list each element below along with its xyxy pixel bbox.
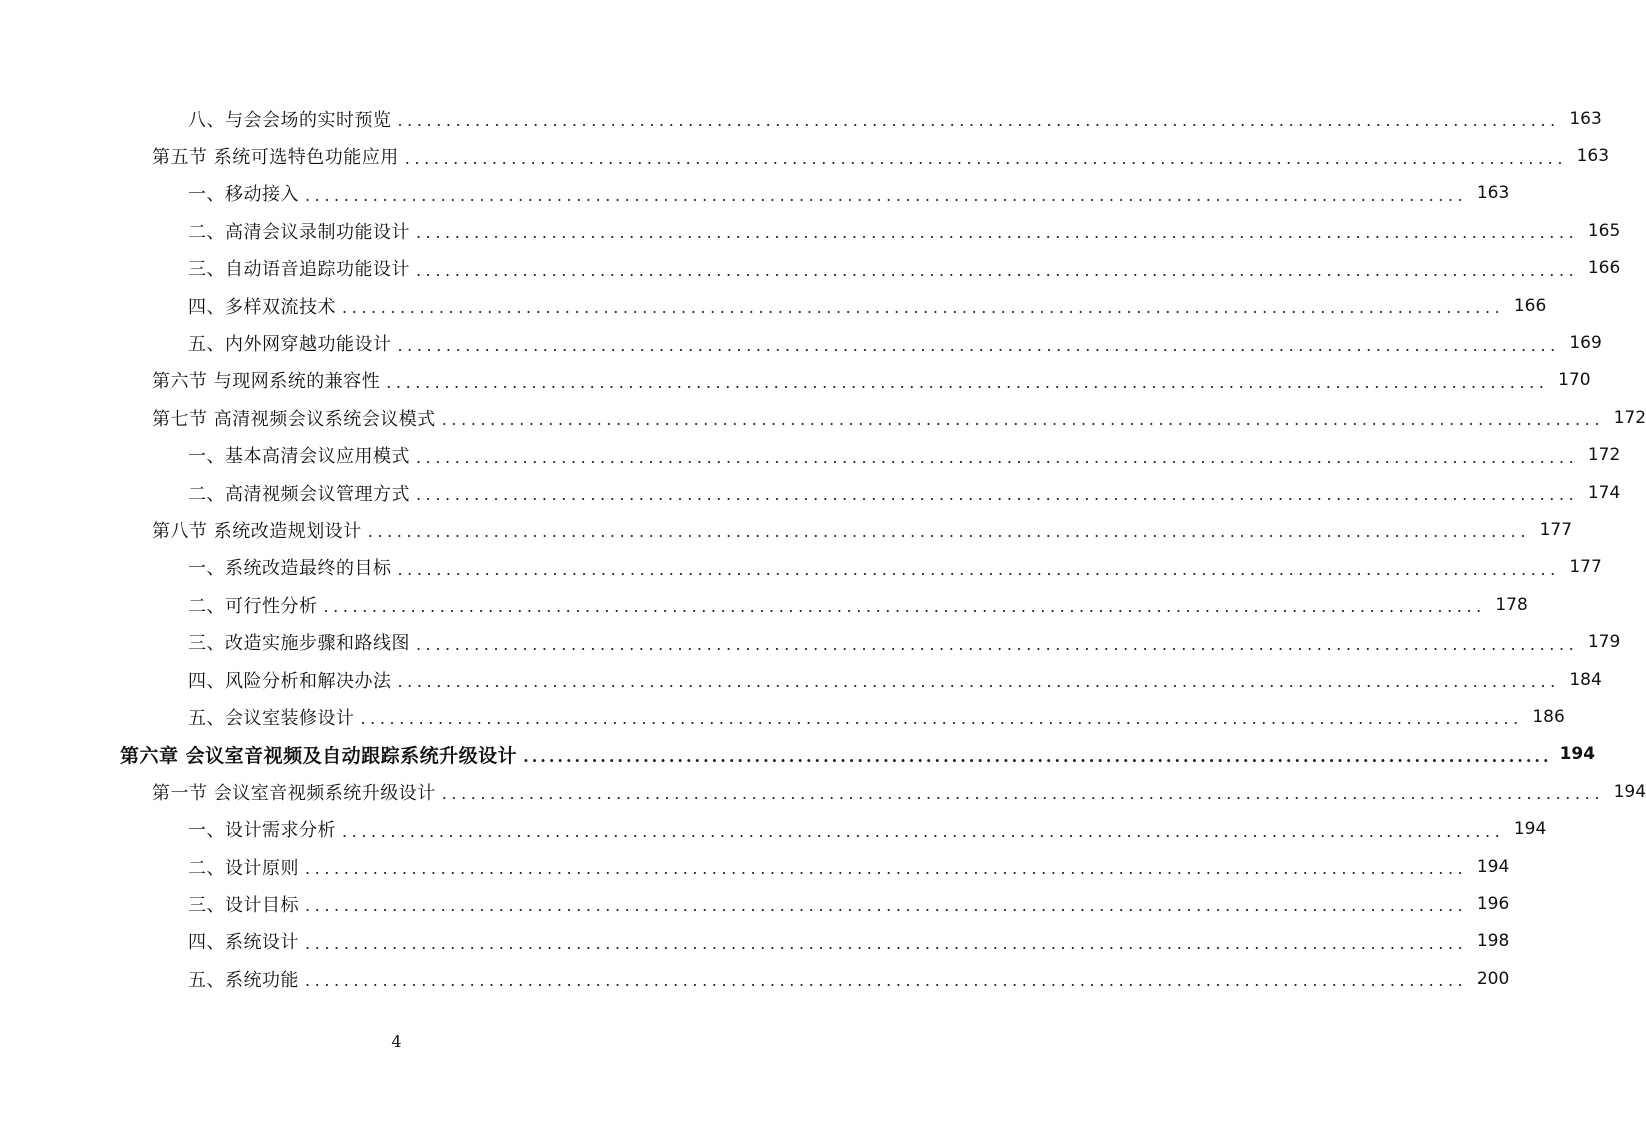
toc-entry-page: 163 xyxy=(1576,146,1610,167)
toc-entry[interactable] xyxy=(0,437,1621,474)
toc-entry[interactable] xyxy=(0,175,1510,212)
toc-entry-title: 三、自动语音追踪功能设计 xyxy=(188,259,410,281)
toc-entry[interactable] xyxy=(0,100,1602,137)
toc-entry-title: 第六节 与现网系统的兼容性 xyxy=(152,371,381,393)
dot-leader: ........................................................................................................................ xyxy=(323,597,1486,617)
toc-entry[interactable] xyxy=(0,212,1621,249)
dot-leader: ........................................................................................................................ xyxy=(397,672,1560,692)
toc-entry[interactable] xyxy=(0,885,1510,922)
toc-entry-page: 166 xyxy=(1587,258,1621,279)
dot-leader: ........................................................................................................................ xyxy=(523,746,1552,766)
dot-leader: ........................................................................................................................ xyxy=(367,522,1531,542)
dot-leader: ........................................................................................................................ xyxy=(416,485,1579,505)
toc-entry[interactable] xyxy=(0,474,1621,511)
toc-chapter-entry[interactable] xyxy=(0,736,1596,773)
dot-leader: ........................................................................................................................ xyxy=(416,260,1579,280)
toc-entry-page: 165 xyxy=(1587,220,1621,241)
toc-entry-title: 一、移动接入 xyxy=(188,184,299,206)
toc-entry[interactable] xyxy=(0,923,1510,960)
toc-entry[interactable] xyxy=(0,848,1510,885)
toc-entry-title: 一、系统改造最终的目标 xyxy=(188,558,392,580)
toc-entry-page: 172 xyxy=(1613,407,1646,428)
toc-entry[interactable] xyxy=(0,399,1646,436)
toc-entry[interactable] xyxy=(0,362,1591,399)
toc-entry-title: 四、风险分析和解决办法 xyxy=(188,670,392,692)
toc-entry[interactable] xyxy=(0,511,1573,548)
toc-entry-title: 四、系统设计 xyxy=(188,932,299,954)
toc-entry-title: 第五节 系统可选特色功能应用 xyxy=(152,147,399,169)
toc-entry-title: 二、设计原则 xyxy=(188,857,299,879)
toc-entry-page: 169 xyxy=(1569,333,1602,354)
toc-entry-page: 198 xyxy=(1476,931,1510,952)
toc-entry-page: 177 xyxy=(1539,519,1573,540)
dot-leader: ........................................................................................................................ xyxy=(305,971,1468,991)
dot-leader: ........................................................................................................................ xyxy=(416,223,1579,243)
toc-entry[interactable] xyxy=(0,960,1510,997)
toc-entry-title: 一、基本高清会议应用模式 xyxy=(188,446,410,468)
dot-leader: ........................................................................................................................ xyxy=(397,559,1560,579)
toc-entry-title: 第一节 会议室音视频系统升级设计 xyxy=(152,782,436,804)
toc-entry-title: 八、与会会场的实时预览 xyxy=(188,109,392,131)
dot-leader: ........................................................................................................................ xyxy=(397,111,1560,131)
toc-entry-page: 166 xyxy=(1513,295,1547,316)
toc-entry[interactable] xyxy=(0,250,1621,287)
toc-entry-page: 163 xyxy=(1569,108,1602,129)
toc-entry-page: 170 xyxy=(1558,370,1591,391)
toc-entry[interactable] xyxy=(0,549,1602,586)
dot-leader: ........................................................................................................................ xyxy=(305,185,1468,205)
toc-entry-page: 179 xyxy=(1587,632,1621,653)
toc-entry[interactable] xyxy=(0,698,1565,735)
toc-entry[interactable] xyxy=(0,586,1528,623)
toc-entry[interactable] xyxy=(0,287,1547,324)
dot-leader: ........................................................................................................................ xyxy=(386,372,1549,392)
toc-entry-title: 第七节 高清视频会议系统会议模式 xyxy=(152,408,436,430)
toc-entry-title: 第八节 系统改造规划设计 xyxy=(152,520,362,542)
toc-entry-title: 二、高清视频会议管理方式 xyxy=(188,483,410,505)
dot-leader: ........................................................................................................................ xyxy=(305,933,1468,953)
table-of-contents xyxy=(0,100,1646,997)
toc-entry[interactable] xyxy=(0,137,1610,174)
toc-entry-page: 172 xyxy=(1587,445,1621,466)
toc-entry-title: 五、系统功能 xyxy=(188,969,299,991)
toc-entry-page: 186 xyxy=(1532,706,1565,727)
dot-leader: ........................................................................................................................ xyxy=(397,335,1560,355)
toc-entry[interactable] xyxy=(0,810,1547,847)
toc-entry[interactable] xyxy=(0,623,1621,660)
page-number: 4 xyxy=(391,1032,402,1051)
toc-entry-page: 196 xyxy=(1476,893,1510,914)
toc-entry-title: 二、可行性分析 xyxy=(188,595,318,617)
dot-leader: ........................................................................................................................ xyxy=(342,298,1505,318)
dot-leader: ........................................................................................................................ xyxy=(360,709,1523,729)
toc-entry[interactable] xyxy=(0,661,1602,698)
toc-entry-page: 194 xyxy=(1613,781,1646,802)
dot-leader: ........................................................................................................................ xyxy=(342,821,1505,841)
toc-entry-page: 163 xyxy=(1476,183,1510,204)
toc-entry-page: 194 xyxy=(1513,819,1547,840)
toc-entry-page: 184 xyxy=(1569,669,1602,690)
toc-entry-title: 一、设计需求分析 xyxy=(188,820,336,842)
toc-entry-title: 四、多样双流技术 xyxy=(188,296,336,318)
toc-entry-page: 200 xyxy=(1476,968,1510,989)
toc-entry-title: 三、改造实施步骤和路线图 xyxy=(188,633,410,655)
toc-entry-page: 174 xyxy=(1587,482,1621,503)
toc-entry[interactable] xyxy=(0,324,1602,361)
dot-leader: ........................................................................................................................ xyxy=(416,634,1579,654)
toc-entry-page: 194 xyxy=(1559,744,1596,765)
toc-entry-page: 194 xyxy=(1476,856,1510,877)
toc-entry-title: 三、设计目标 xyxy=(188,894,299,916)
dot-leader: ........................................................................................................................ xyxy=(305,859,1468,878)
toc-entry-page: 178 xyxy=(1495,594,1528,615)
toc-entry-title: 二、高清会议录制功能设计 xyxy=(188,221,410,243)
dot-leader: ........................................................................................................................ xyxy=(305,896,1468,916)
dot-leader: ........................................................................................................................ xyxy=(441,784,1605,804)
dot-leader: ........................................................................................................................ xyxy=(441,410,1605,430)
toc-entry-title: 第六章 会议室音视频及自动跟踪系统升级设计 xyxy=(120,744,518,767)
toc-entry[interactable] xyxy=(0,773,1646,810)
toc-entry-page: 177 xyxy=(1569,557,1602,578)
toc-entry-title: 五、会议室装修设计 xyxy=(188,707,355,729)
dot-leader: ........................................................................................................................ xyxy=(416,447,1579,467)
dot-leader: ........................................................................................................................ xyxy=(404,148,1568,168)
toc-entry-title: 五、内外网穿越功能设计 xyxy=(188,334,392,356)
